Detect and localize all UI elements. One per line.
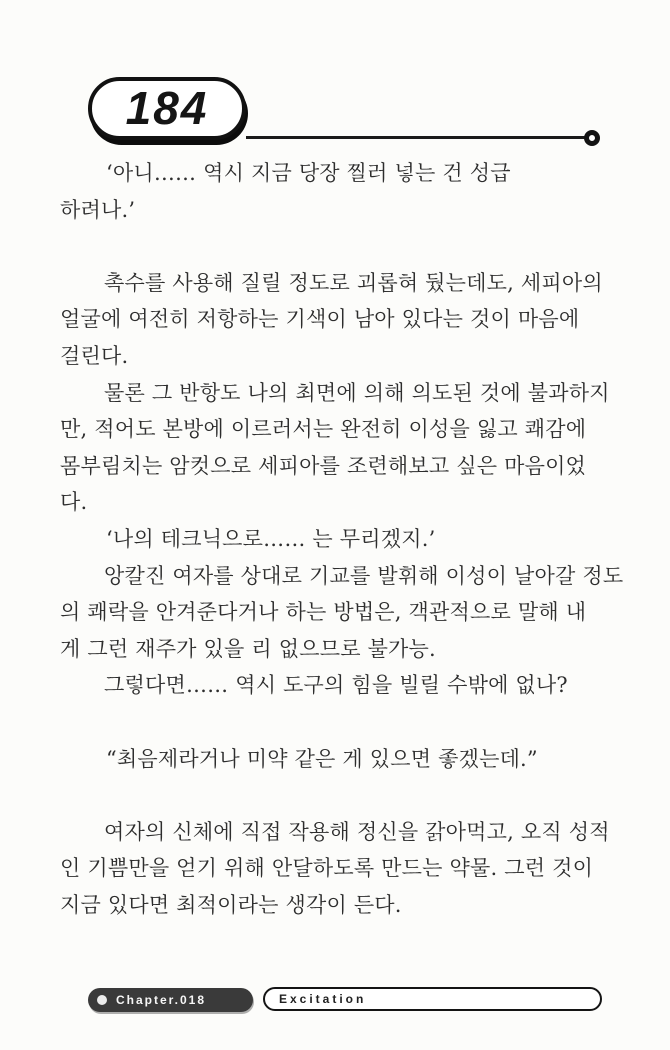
paragraph — [60, 667, 608, 704]
paragraph-speech — [60, 741, 608, 778]
text-line: 촉수를 사용해 질릴 정도로 괴롭혀 뒀는데도, 세피아의 — [104, 270, 603, 295]
text-line: 인 기쁨만을 얻기 위해 안달하도록 만드는 약물. 그런 것이 — [60, 856, 594, 881]
paragraph — [60, 814, 608, 924]
text-line: 얼굴에 여전히 저항하는 기색이 남아 있다는 것이 마음에 — [60, 307, 580, 332]
header-rule-ring-icon — [584, 130, 600, 146]
text-line: “최음제라거나 미약 같은 게 있으면 좋겠는데.” — [106, 746, 538, 771]
page-number-badge — [88, 77, 246, 140]
text-line: 만, 적어도 본방에 이르러서는 완전히 이성을 잃고 쾌감에 — [60, 417, 587, 442]
text-line: 지금 있다면 최적이라는 생각이 든다. — [60, 892, 402, 917]
paragraph — [60, 558, 624, 668]
header-rule — [246, 136, 586, 139]
body-text — [60, 155, 624, 923]
text-line: 몸부림치는 암컷으로 세피아를 조련해보고 싶은 마음이었 — [60, 453, 587, 478]
text-line: 하려나.’ — [60, 197, 136, 222]
text-line: 물론 그 반항도 나의 최면에 의해 의도된 것에 불과하지 — [104, 380, 610, 405]
paragraph — [60, 265, 608, 375]
paragraph-thought — [60, 155, 608, 228]
page-number: 184 — [125, 81, 209, 134]
text-line: 게 그런 재주가 있을 리 없으므로 불가능. — [60, 636, 436, 661]
chapter-badge — [88, 988, 253, 1012]
text-line: 여자의 신체에 직접 작용해 정신을 갉아먹고, 오직 성적 — [104, 819, 610, 844]
text-line: ‘나의 테크닉으로…… 는 무리겠지.’ — [106, 526, 436, 551]
section-title-badge — [263, 987, 602, 1011]
section-title-label: Excitation — [279, 992, 367, 1006]
text-line: 앙칼진 여자를 상대로 기교를 발휘해 이성이 날아갈 정도 — [104, 563, 624, 588]
paragraph-thought — [60, 521, 608, 558]
text-line: 그렇다면…… 역시 도구의 힘을 빌릴 수밖에 없나? — [104, 673, 568, 698]
text-line: ‘아니…… 역시 지금 당장 찔러 넣는 건 성급 — [106, 161, 511, 185]
chapter-label: Chapter.018 — [116, 993, 207, 1007]
text-line: 다. — [60, 490, 88, 515]
paragraph — [60, 375, 608, 521]
bullet-dot-icon — [97, 995, 107, 1005]
text-line: 의 쾌락을 안겨준다거나 하는 방법은, 객관적으로 말해 내 — [60, 600, 587, 625]
text-line: 걸린다. — [60, 343, 129, 368]
